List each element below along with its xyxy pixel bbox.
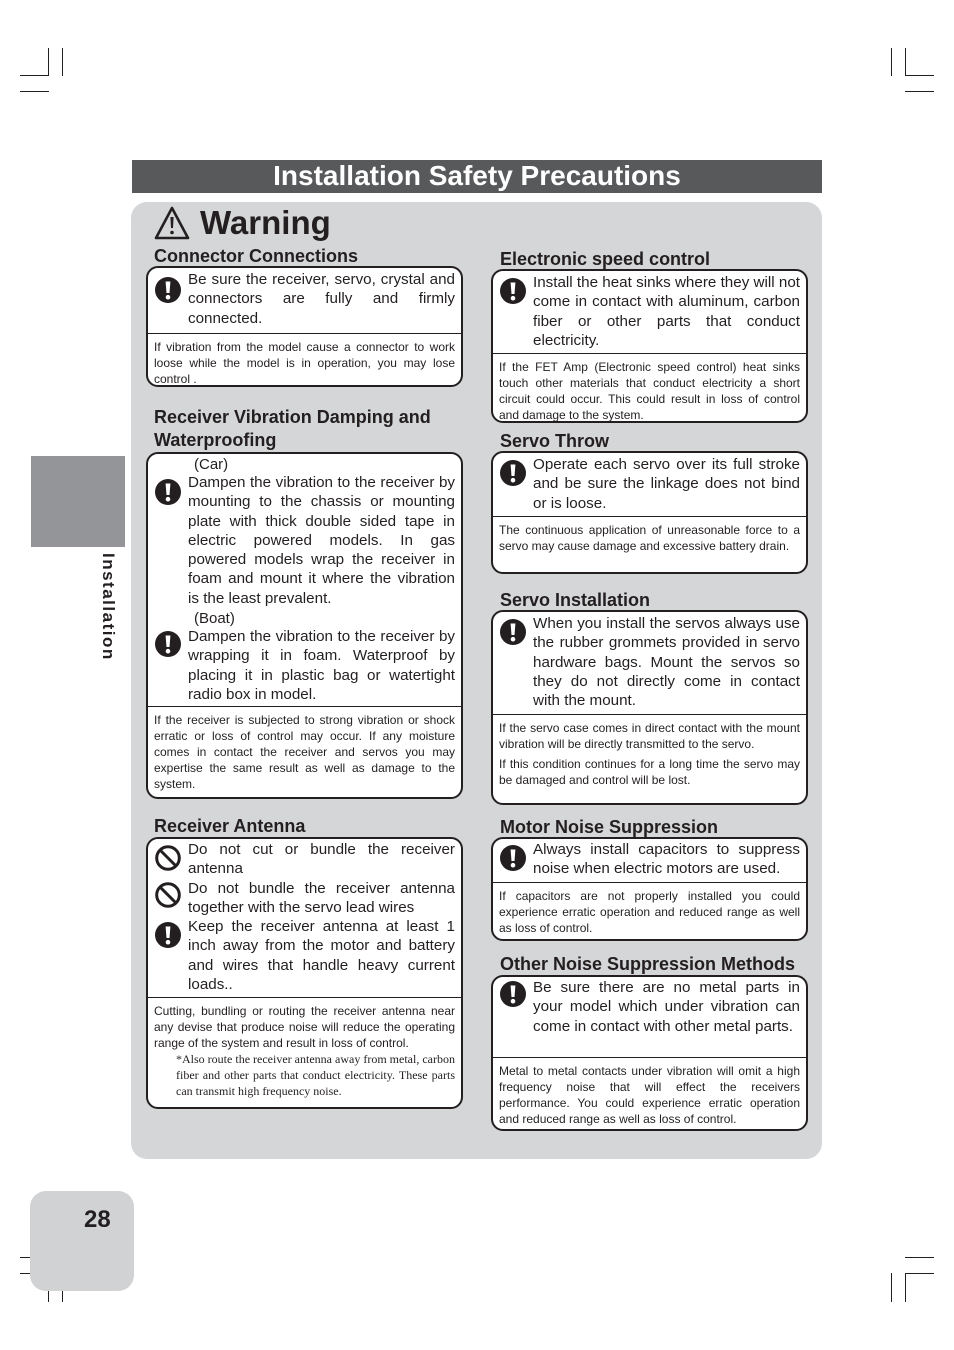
connector-item: Be sure the receiver, servo, crystal and connectors are fully and firmly connected.: [188, 271, 455, 327]
antenna-note: [148, 997, 461, 1099]
other-title: Other Noise Suppression Methods: [500, 954, 796, 974]
esc-note: If the FET Amp (Electronic speed control) heat sinks touch other materials that conduct electricity a short circuit could occur. This could result in loss of control and damage to the system.: [493, 353, 806, 423]
vibration-note: If the receiver is subjected to strong vibration or shock erratic or loss of control may occur. If any moisture comes in contact the receiver and servos you may expertise the same result as well as damage to the system.: [148, 706, 461, 792]
warning-triangle-icon: [154, 206, 190, 240]
side-tab: [31, 456, 125, 547]
vibration-title: Receiver Vibration Damping and Waterproofing: [154, 407, 431, 450]
esc-title: Electronic speed control: [500, 249, 711, 269]
motor-item: Always install capacitors to suppress noise when electric motors are used.: [533, 841, 800, 878]
antenna-title: Receiver Antenna: [154, 816, 306, 836]
side-tab-label: Installation: [99, 553, 118, 661]
exclamation-icon: [154, 921, 182, 949]
motor-title: Motor Noise Suppression: [500, 817, 719, 837]
antenna-box: [146, 837, 463, 1109]
page-number: 28: [84, 1206, 111, 1233]
prohibited-icon: [154, 844, 182, 872]
esc-box: [491, 269, 808, 423]
exclamation-icon: [499, 459, 527, 487]
motor-box: [491, 837, 808, 941]
warning-heading-text: Warning: [200, 204, 331, 241]
vibration-item-boat: Dampen the vibration to the receiver by wrapping it in foam. Waterproof by placing it in plastic bag or watertight radio box in model.: [188, 628, 455, 703]
connector-title: Connector Connections: [154, 246, 359, 266]
exclamation-icon: [499, 980, 527, 1008]
vibration-item-car: Dampen the vibration to the receiver by mounting to the chassis or mounting plate with thick double sided tape in electric powered models. In gas powered models wrap the receiver in foam and mount it where the vibration is the least prevalent.: [188, 474, 455, 607]
exclamation-icon: [154, 276, 182, 304]
exclamation-icon: [499, 277, 527, 305]
connector-note: If vibration from the model cause a connector to work loose while the model is in operation, you may lose control .: [148, 333, 461, 387]
vibration-box: [146, 452, 463, 799]
antenna-item-1: Do not cut or bundle the receiver antenna: [188, 841, 455, 878]
antenna-item-3: Keep the receiver antenna at least 1 inch away from the motor and battery and wires that handle heavy current loads..: [188, 918, 455, 993]
install-title: Servo Installation: [500, 590, 651, 610]
throw-box: [491, 451, 808, 574]
motor-note: If capacitors are not properly installed you could experience erratic operation and reduced range as well as loss of control.: [493, 882, 806, 936]
esc-item: Install the heat sinks where they will not come in contact with aluminum, carbon fiber or other parts that conduct electricity.: [533, 274, 800, 349]
antenna-note-text: Cutting, bundling or routing the receiver antenna near any devise that produce noise will reduce the operating range of the system and result in loss of control.: [154, 1004, 455, 1050]
warning-heading: [154, 203, 331, 243]
other-note: Metal to metal contacts under vibration will omit a high frequency noise that will effect the receivers performance. You could experience erratic operation and reduced range as well as loss of control.: [493, 1057, 806, 1127]
page-title: Installation Safety Precautions: [132, 160, 822, 193]
exclamation-icon: [499, 618, 527, 646]
vibration-label-boat: (Boat): [194, 610, 235, 627]
throw-note: The continuous application of unreasonable force to a servo may cause damage and excessive battery drain.: [493, 516, 806, 554]
install-item: When you install the servos always use the rubber grommets provided in servo hardware bags. Mount the servos so they do not directly come in contact with the mount.: [533, 615, 800, 710]
exclamation-icon: [499, 844, 527, 872]
install-note-1: If the servo case comes in direct contact with the mount vibration will be directly transmitted to the servo.: [499, 721, 800, 751]
vibration-label-car: (Car): [194, 456, 229, 473]
exclamation-icon: [154, 478, 182, 506]
page-number-tab: [30, 1191, 134, 1291]
throw-item: Operate each servo over its full stroke and be sure the linkage does not bind or is loose.: [533, 456, 800, 512]
install-note-2: If this condition continues for a long time the servo may be damaged and control will be lost.: [499, 757, 800, 787]
exclamation-icon: [154, 630, 182, 658]
install-box: [491, 610, 808, 805]
throw-title: Servo Throw: [500, 431, 610, 451]
other-box: [491, 975, 808, 1131]
antenna-item-2: Do not bundle the receiver antenna together with the servo lead wires: [188, 880, 455, 917]
other-item: Be sure there are no metal parts in your model which under vibration can come in contact with other metal parts.: [533, 979, 800, 1035]
connector-box: [146, 266, 463, 387]
antenna-note-2: *Also route the receiver antenna away from metal, carbon fiber and other parts that conduct electricity. These parts can transmit high frequency noise.: [176, 1052, 455, 1098]
install-note: [493, 714, 806, 788]
prohibited-icon: [154, 881, 182, 909]
